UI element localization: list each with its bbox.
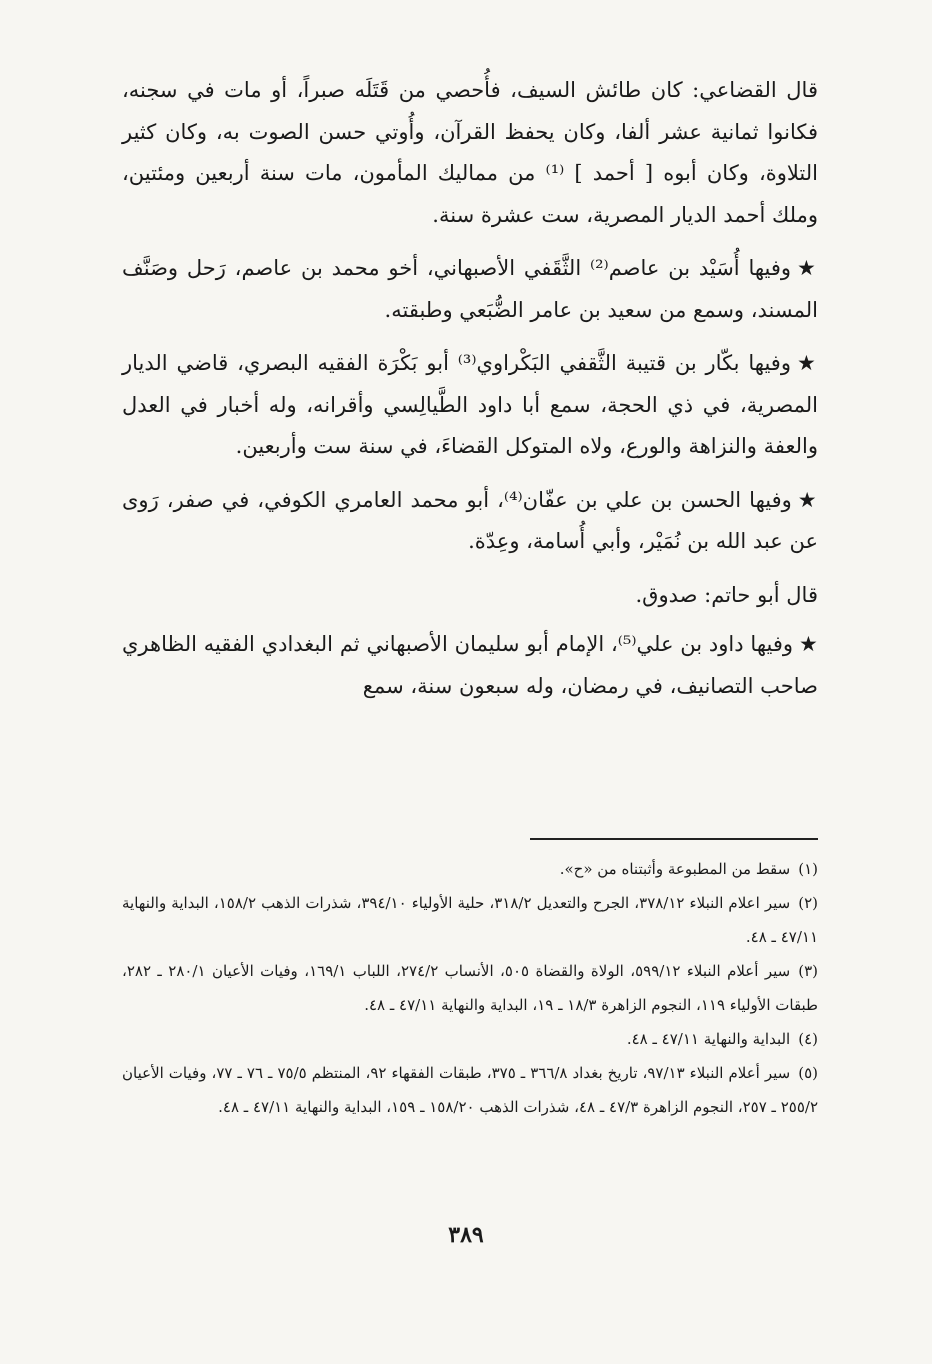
paragraph-3-text: وفيها بكّار بن قتيبة الثَّقفي البَكْراوي⁽³⁾ أبو بَكْرَة الفقيه البصري، قاضي الديار المصرية، في ذي الحجة، سمع أبا داود الطَّيالِسي وأقرانه، وله أخبار في العدل والعفة والنزاهة والورع، ولاه المتوكل القضاءَ، في سنة ست وأربعين. <box>122 351 818 458</box>
main-text <box>122 70 818 719</box>
footnote-3 <box>122 954 818 1022</box>
paragraph-6-text: وفيها داود بن علي⁽⁵⁾، الإمام أبو سليمان الأصبهاني ثم البغدادي الفقيه الظاهري صاحب التصانيف، في رمضان، وله سبعون سنة، سمع <box>122 632 818 698</box>
paragraph-3 <box>122 343 818 468</box>
page-number: ٣٨٩ <box>448 1222 484 1248</box>
footnote-text: سقط من المطبوعة وأثبتناه من «ح». <box>559 860 791 878</box>
footnote-number: (٣) <box>798 962 818 980</box>
footnotes <box>122 852 818 1124</box>
footnote-1 <box>122 852 818 886</box>
footnote-number: (٥) <box>798 1064 819 1082</box>
paragraph-5: قال أبو حاتم: صدوق. <box>635 582 818 607</box>
footnote-number: (٢) <box>798 894 819 912</box>
paragraph-2-text: وفيها أُسَيْد بن عاصم⁽²⁾ الثَّقَفي الأصبهاني، أخو محمد بن عاصم، رَحل وصَنَّف المسند، وسمع من سعيد بن عامر الضُّبَعي وطبقته. <box>122 256 818 322</box>
footnote-text: سير أعلام النبلاء ٥٩٩/١٢، الولاة والقضاة ٥٠٥، الأنساب ٢٧٤/٢، اللباب ١٦٩/١، وفيات الأعيان ٢٨٠/١ ـ ٢٨٢، طبقات الأولياء ١١٩، النجوم الزاهرة ١٨/٣ ـ ١٩، البداية والنهاية ٤٧/١١ ـ ٤٨. <box>122 962 818 1014</box>
footnote-text: سير أعلام النبلاء ٩٧/١٣، تاريخ بغداد ٣٦٦/٨ ـ ٣٧٥، طبقات الفقهاء ٩٢، المنتظم ٧٥/٥ ـ ٧٦ ـ ٧٧، وفيات الأعيان ٢٥٥/٢ ـ ٢٥٧، النجوم الزاهرة ٤٧/٣ ـ ٤٨، شذرات الذهب ١٥٨/٢٠ ـ ١٥٩، البداية والنهاية ٤٧/١١ ـ ٤٨. <box>122 1064 818 1116</box>
paragraph-4 <box>122 480 818 563</box>
star-icon: ★ <box>799 632 818 656</box>
footnote-2 <box>122 886 818 954</box>
footnote-text: سير اعلام النبلاء ٣٧٨/١٢، الجرح والتعديل ٣١٨/٢، حلية الأولياء ٣٩٤/١٠، شذرات الذهب ١٥٨/٢، البداية والنهاية ٤٧/١١ ـ ٤٨. <box>122 894 818 946</box>
paragraph-4-text: وفيها الحسن بن علي بن عفّان⁽⁴⁾، أبو محمد العامري الكوفي، في صفر، رَوى عن عبد الله بن نُمَيْر، وأبي أُسامة، وعِدّة. <box>122 487 818 553</box>
paragraph-6 <box>122 624 818 707</box>
star-icon: ★ <box>797 256 818 280</box>
footnote-5 <box>122 1056 818 1124</box>
footnote-4 <box>122 1022 818 1056</box>
star-icon: ★ <box>797 487 818 512</box>
footnote-divider <box>530 838 818 840</box>
star-icon: ★ <box>796 351 818 375</box>
footnote-number: (٤) <box>798 1030 818 1048</box>
footnote-text: البداية والنهاية ٤٧/١١ ـ ٤٨. <box>626 1030 791 1048</box>
footnote-number: (١) <box>798 860 818 878</box>
paragraph-1: قال القضاعي: كان طائش السيف، فأُحصي من قَتَلَه صبراً، أو مات في سجنه، فكانوا ثمانية عشر ألفا، وكان يحفظ القرآن، وأُوتي حسن الصوت به، وكان كثير التلاوة، وكان أبوه [ أحمد ] ⁽¹⁾ من مماليك المأمون، مات سنة أربعين ومئتين، وملك أحمد الديار المصرية، ست عشرة سنة. <box>122 78 818 227</box>
paragraph-2 <box>122 248 818 331</box>
